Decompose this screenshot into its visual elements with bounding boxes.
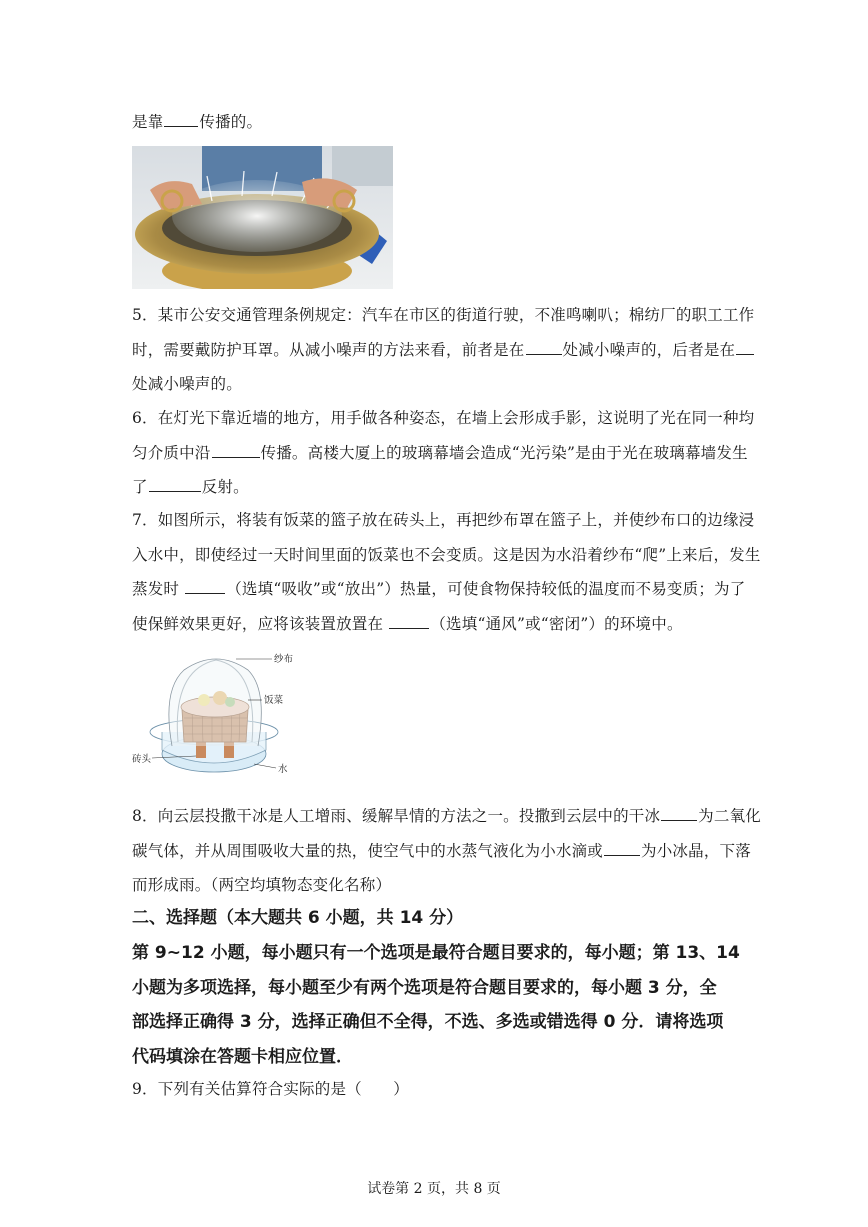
question-9: 9．下列有关估算符合实际的是（ ） (132, 1080, 409, 1098)
question-6 (132, 401, 755, 505)
q8-line-2 (132, 834, 751, 869)
label-water: 水 (278, 764, 288, 775)
q6-text: 传播。高楼大厦上的玻璃幕墙会造成“光污染”是由于光在玻璃幕墙发生 (260, 443, 748, 462)
answer-blank (736, 340, 754, 355)
answer-blank (149, 477, 201, 492)
question-7 (132, 503, 761, 641)
q4-tail (132, 105, 742, 140)
food-basket-diagram (132, 650, 302, 782)
q5-line-3: 处减小噪声的。 (132, 375, 242, 393)
q8-text: 为二氧化 (698, 807, 761, 825)
basin-splash-photo (132, 146, 393, 289)
instruction-line: 部选择正确得 3 分，选择正确但不全得，不选、多选或错选得 0 分．请将选项 (132, 1012, 724, 1032)
q5-text: 时，需要戴防护耳罩。从减小噪声的方法来看，前者是在 (132, 340, 525, 359)
label-food: 饭菜 (264, 695, 284, 706)
q8-line-3: 而形成雨。（两空均填物态变化名称） (132, 876, 392, 894)
instruction-line: 第 9~12 小题，每小题只有一个选项是最符合题目要求的，每小题；第 13、14 (132, 943, 740, 963)
section-heading: 二、选择题（本大题共 6 小题，共 14 分） (132, 908, 464, 928)
q6-line-3 (132, 470, 742, 505)
answer-blank (604, 841, 640, 856)
question-8 (132, 799, 761, 903)
q7-line-2: 入水中，即使经过一天时间里面的饭菜也不会变质。这是因为水沿着纱布“爬”上来后，发生 (132, 545, 761, 564)
q7-line-4 (132, 607, 742, 642)
q6-text: 了 (132, 478, 148, 496)
answer-blank (661, 806, 697, 821)
q6-text: 反射。 (201, 478, 249, 496)
q8-text: 8．向云层投撒干冰是人工增雨、缓解旱情的方法之一。投撒到云层中的干冰 (132, 807, 661, 825)
q6-text: 匀介质中沿 (132, 443, 211, 462)
label-brick: 砖头 (132, 754, 152, 765)
answer-blank (526, 340, 562, 355)
question-5 (132, 298, 755, 402)
q7-text: （选填“吸收”或“放出”）热量，可使食物保持较低的温度而不易变质；为了 (226, 580, 746, 598)
q7-line-1: 7．如图所示，将装有饭菜的篮子放在砖头上，再把纱布罩在篮子上，并使纱布口的边缘浸 (132, 511, 755, 529)
answer-blank (212, 443, 260, 458)
q5-line-2 (132, 333, 742, 368)
q7-line-3 (132, 572, 746, 607)
q8-line-1 (132, 799, 761, 834)
q4-text-post: 传播的。 (199, 113, 263, 131)
q4-text-pre: 是靠 (132, 113, 164, 131)
answer-blank (389, 614, 429, 629)
instruction-line: 代码填涂在答题卡相应位置． (132, 1046, 353, 1067)
q5-line-1: 5．某市公安交通管理条例规定：汽车在市区的街道行驶，不准鸣喇叭；棉纺厂的职工工作 (132, 306, 755, 324)
section-instructions (132, 936, 742, 1074)
answer-blank (185, 579, 225, 594)
page-footer: 试卷第 2 页，共 8 页 (367, 1181, 501, 1197)
q8-text: 碳气体，并从周围吸收大量的热，使空气中的水蒸气液化为小水滴或 (132, 841, 604, 860)
instruction-line: 小题为多项选择，每小题至少有两个选项是符合题目要求的，每小题 3 分，全 (132, 977, 717, 998)
q6-line-1: 6．在灯光下靠近墙的地方，用手做各种姿态，在墙上会形成手影，这说明了光在同一种均 (132, 409, 755, 427)
q7-text: （选填“通风”或“密闭”）的环境中。 (430, 614, 683, 633)
q8-text: 为小冰晶，下落 (641, 841, 751, 860)
q5-text: 处减小噪声的，后者是在 (562, 340, 736, 359)
label-gauze: 纱布 (274, 654, 294, 665)
q6-line-2 (132, 436, 748, 471)
q7-text: 使保鲜效果更好，应将该装置放置在 (132, 614, 389, 633)
q7-text: 蒸发时 (132, 580, 185, 598)
answer-blank (164, 112, 198, 127)
